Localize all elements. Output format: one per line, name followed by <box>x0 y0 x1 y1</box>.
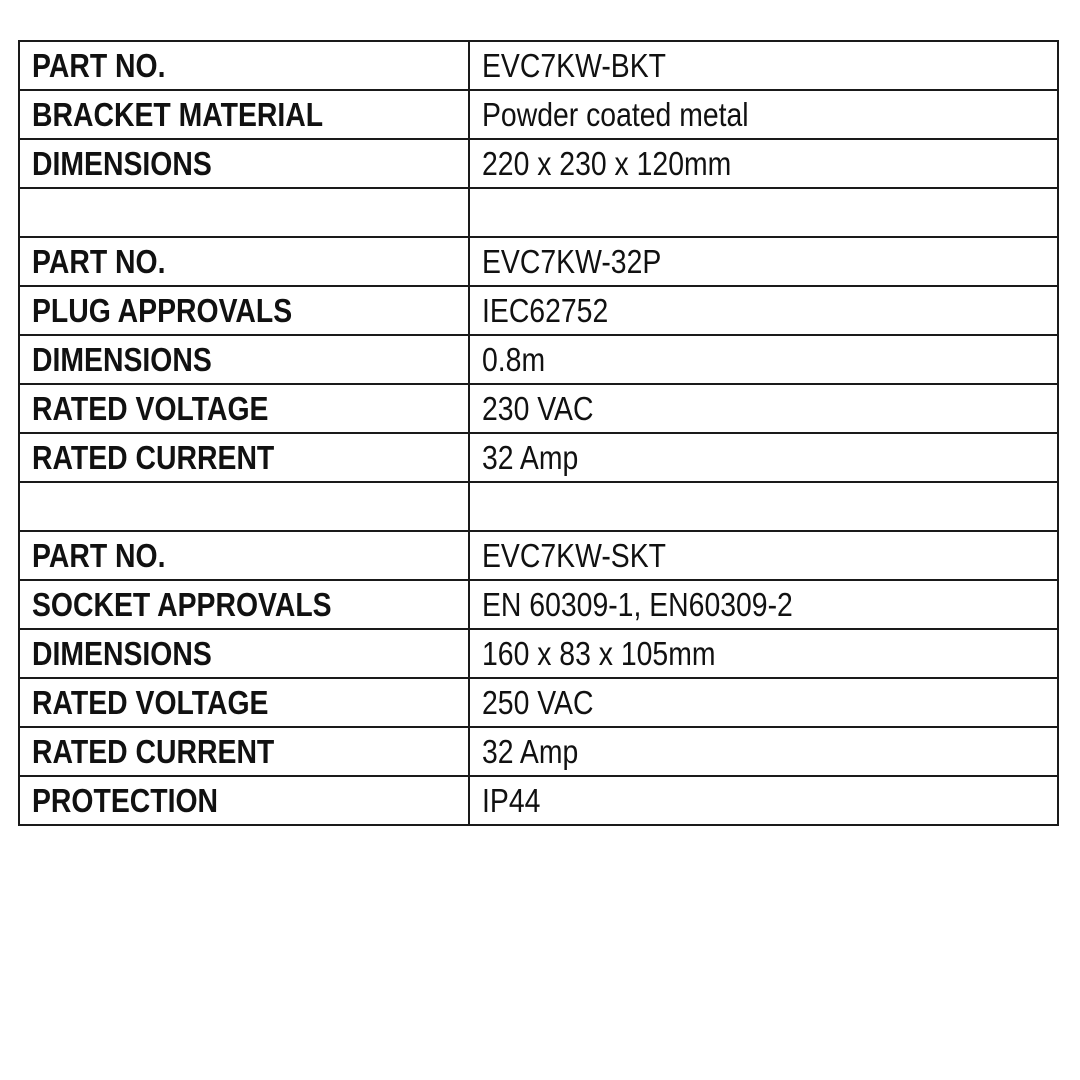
spec-value: 160 x 83 x 105mm <box>482 635 716 672</box>
spec-label-cell <box>19 286 469 335</box>
table-row <box>19 433 1058 482</box>
spec-value-cell <box>469 237 1058 286</box>
spec-value-cell <box>469 678 1058 727</box>
spec-value-cell <box>469 139 1058 188</box>
spec-label-cell <box>19 90 469 139</box>
table-row <box>19 335 1058 384</box>
spec-label: RATED CURRENT <box>32 733 275 770</box>
table-row <box>19 41 1058 90</box>
spec-label-cell <box>19 776 469 825</box>
spec-value-cell <box>469 433 1058 482</box>
spec-label-cell <box>19 580 469 629</box>
spec-value-cell <box>469 580 1058 629</box>
spec-label-cell <box>19 384 469 433</box>
spec-label: BRACKET MATERIAL <box>32 96 324 133</box>
spec-value: IP44 <box>482 782 541 819</box>
spec-value-cell <box>469 482 1058 531</box>
spec-label-cell <box>19 433 469 482</box>
spec-label-cell <box>19 678 469 727</box>
spec-value-cell <box>469 531 1058 580</box>
spec-value-cell <box>469 629 1058 678</box>
spec-table-body <box>19 41 1058 825</box>
spec-label: PART NO. <box>32 47 166 84</box>
spec-value-cell <box>469 384 1058 433</box>
spec-value-cell <box>469 727 1058 776</box>
spec-value: 32 Amp <box>482 439 579 476</box>
spec-value: 32 Amp <box>482 733 579 770</box>
spec-label: PLUG APPROVALS <box>32 292 293 329</box>
spec-value: EVC7KW-SKT <box>482 537 666 574</box>
spec-label-cell <box>19 629 469 678</box>
spec-value: EVC7KW-BKT <box>482 47 666 84</box>
spec-label: RATED VOLTAGE <box>32 390 269 427</box>
table-row <box>19 629 1058 678</box>
table-row <box>19 237 1058 286</box>
spec-label-cell <box>19 531 469 580</box>
spec-label-cell <box>19 41 469 90</box>
spec-label: DIMENSIONS <box>32 145 212 182</box>
spec-value-cell <box>469 335 1058 384</box>
spec-value: 250 VAC <box>482 684 594 721</box>
table-row <box>19 580 1058 629</box>
spec-label: DIMENSIONS <box>32 635 212 672</box>
spec-label-cell <box>19 188 469 237</box>
spec-value: EVC7KW-32P <box>482 243 662 280</box>
spec-value: 230 VAC <box>482 390 594 427</box>
spec-value-cell <box>469 41 1058 90</box>
spec-label: RATED CURRENT <box>32 439 275 476</box>
table-row <box>19 727 1058 776</box>
spec-label-cell <box>19 482 469 531</box>
spec-label: SOCKET APPROVALS <box>32 586 332 623</box>
spec-value-cell <box>469 776 1058 825</box>
spacer-row <box>19 482 1058 531</box>
spec-table <box>18 40 1059 826</box>
spec-value: Powder coated metal <box>482 96 749 133</box>
spec-value: IEC62752 <box>482 292 609 329</box>
spacer-row <box>19 188 1058 237</box>
spec-label: PROTECTION <box>32 782 219 819</box>
spec-label: PART NO. <box>32 243 166 280</box>
table-row <box>19 90 1058 139</box>
spec-label: PART NO. <box>32 537 166 574</box>
spec-label: RATED VOLTAGE <box>32 684 269 721</box>
spec-label: DIMENSIONS <box>32 341 212 378</box>
table-row <box>19 384 1058 433</box>
spec-label-cell <box>19 727 469 776</box>
spec-label-cell <box>19 237 469 286</box>
spec-value: EN 60309-1, EN60309-2 <box>482 586 793 623</box>
spec-label-cell <box>19 335 469 384</box>
spec-value: 220 x 230 x 120mm <box>482 145 732 182</box>
table-row <box>19 139 1058 188</box>
table-row <box>19 531 1058 580</box>
table-row <box>19 678 1058 727</box>
spec-value-cell <box>469 188 1058 237</box>
table-row <box>19 776 1058 825</box>
spec-value-cell <box>469 286 1058 335</box>
spec-value: 0.8m <box>482 341 546 378</box>
spec-label-cell <box>19 139 469 188</box>
table-row <box>19 286 1058 335</box>
spec-value-cell <box>469 90 1058 139</box>
